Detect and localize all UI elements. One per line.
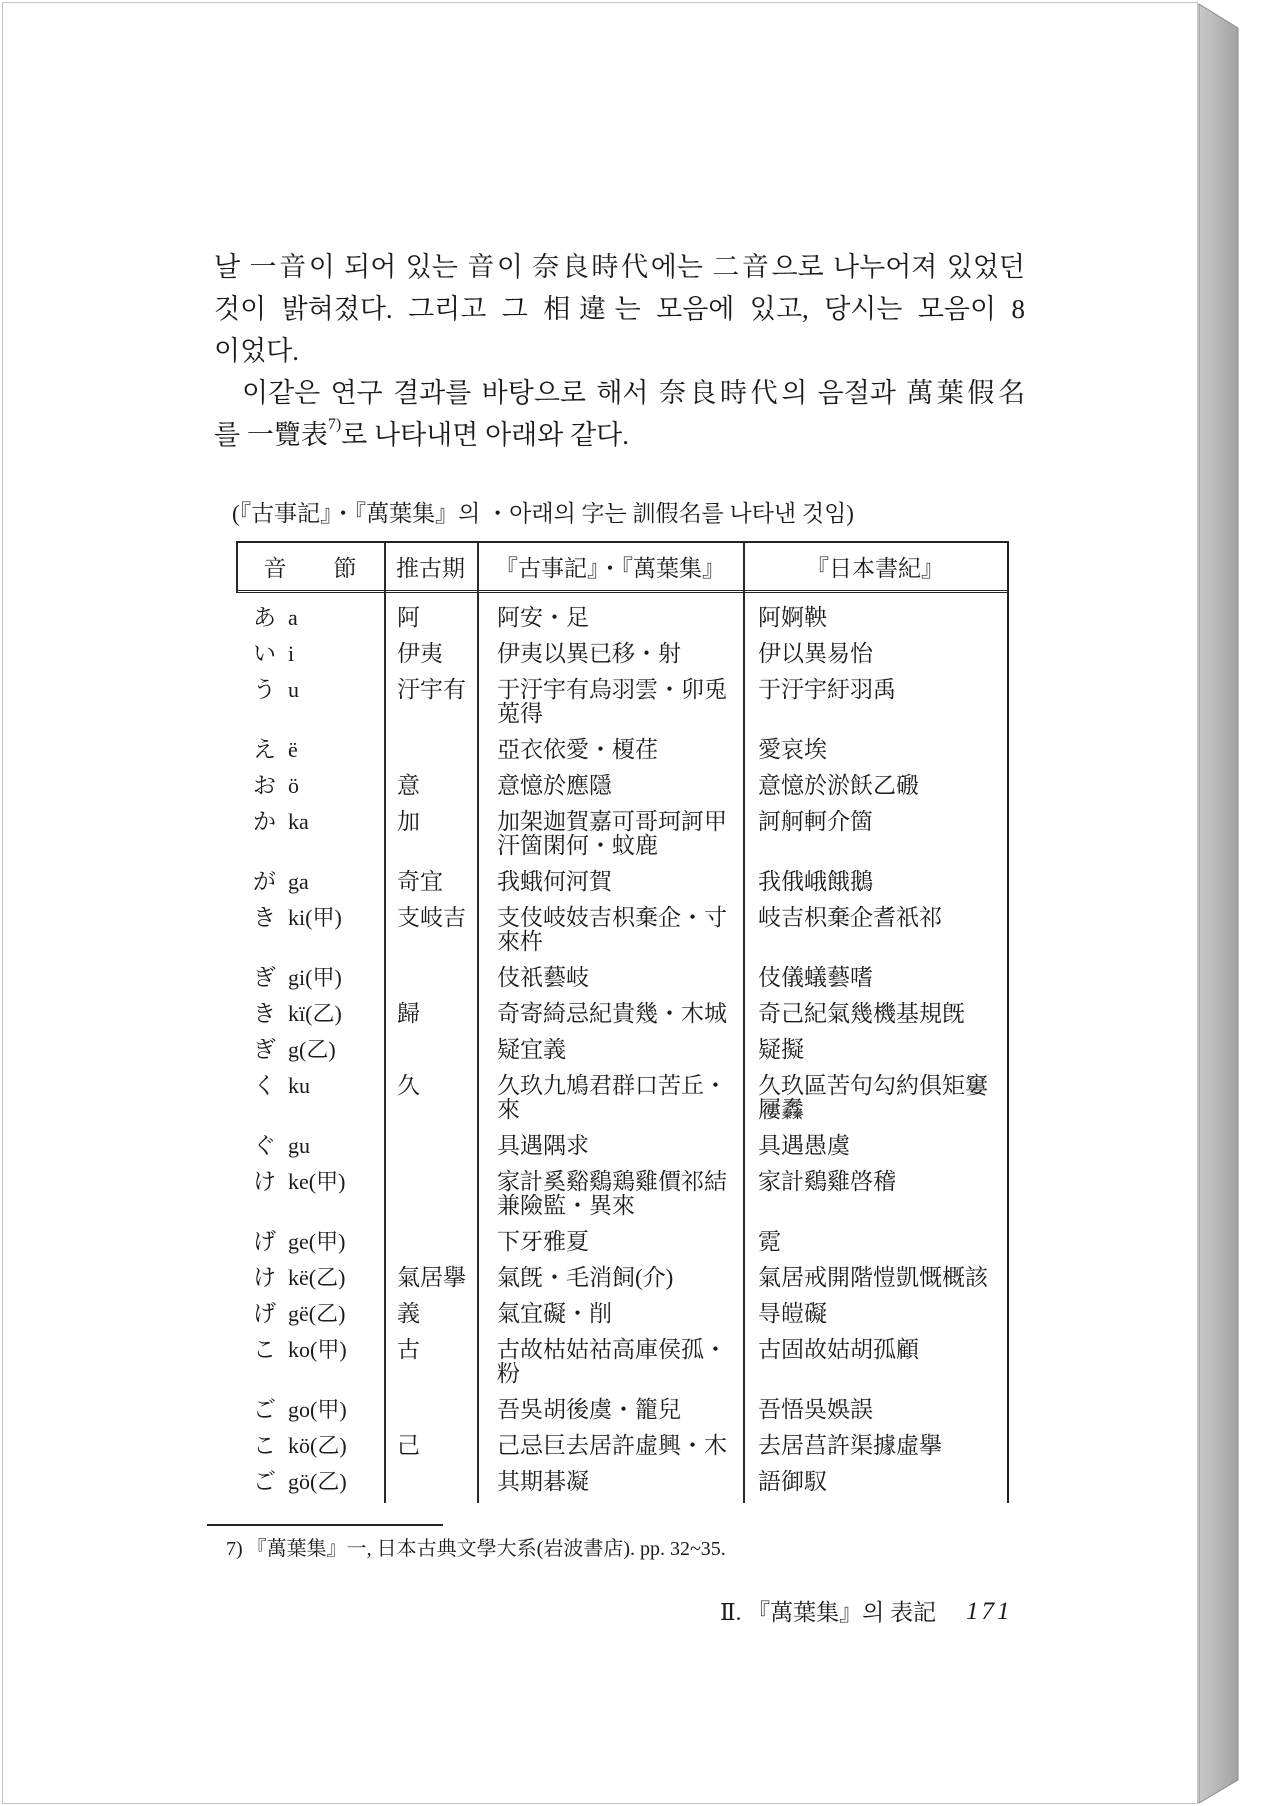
romanization: ge(甲): [288, 1229, 346, 1254]
kana-characters: 屨䆐: [758, 1097, 804, 1122]
kana-characters: 我俄峨餓鵝: [758, 869, 873, 894]
nihon-shoki-cell: [743, 996, 1007, 1032]
footnote-number: 7): [226, 1538, 243, 1560]
romanization: i: [288, 641, 295, 666]
kana-characters: 語御馭: [758, 1469, 827, 1494]
suiko-cell: 氣居擧: [397, 1265, 466, 1290]
kojiki-manyoshu-cell: [477, 672, 743, 732]
table-row: [236, 1296, 1007, 1332]
running-footer-section: Ⅱ. 『萬葉集』의 表記: [720, 1600, 937, 1625]
suiko-cell: [384, 732, 477, 768]
table-row: [236, 1428, 1007, 1464]
body-paragraph: [214, 246, 1025, 456]
nihon-shoki-cell: [743, 1224, 1007, 1260]
kana-characters: 意憶於淤飫乙磤: [758, 773, 919, 798]
kana-syllable: き: [253, 905, 276, 930]
kana-characters: 霓: [758, 1229, 781, 1254]
suiko-cell: [384, 1164, 477, 1224]
kana-characters: 下牙雅夏: [497, 1229, 589, 1254]
kana-characters: 吾吳胡後虞・籠兒: [497, 1397, 681, 1422]
paragraph-line: 날 一音이 되어 있는 音이 奈良時代에는 二音으로 나누어져 있었던: [214, 252, 1025, 282]
syllable-cell: [236, 960, 384, 996]
syllable-cell: [236, 900, 384, 960]
kana-characters: 于汙宇有烏羽雲・卯兎: [497, 677, 727, 702]
table-caption: (『古事記』・『萬葉集』의 ・아래의 字는 訓假名를 나타낸 것임): [232, 501, 854, 526]
kana-syllable: あ: [253, 605, 276, 630]
table-row: [236, 768, 1007, 804]
suiko-cell: 久: [397, 1073, 420, 1098]
kana-characters: 于汙宇紆羽禹: [758, 677, 896, 702]
table-row: [236, 600, 1007, 636]
kana-characters: 來: [497, 1097, 520, 1122]
suiko-cell: [384, 1032, 477, 1068]
nihon-shoki-cell: [743, 1428, 1007, 1464]
kojiki-manyoshu-cell: [477, 1332, 743, 1392]
kojiki-manyoshu-cell: [477, 636, 743, 672]
suiko-cell: 汙宇有: [397, 677, 466, 702]
nihon-shoki-cell: [743, 636, 1007, 672]
syllable-cell: [236, 672, 384, 732]
kana-characters: 家計鷄雞啓稽: [758, 1169, 896, 1194]
kana-syllable: い: [253, 641, 276, 666]
table-row: [236, 1164, 1007, 1224]
kana-characters: 奇己紀氣幾機基規旣: [758, 1001, 965, 1026]
kana-characters: 吾悟吳娛誤: [758, 1397, 873, 1422]
suiko-cell: [384, 1128, 477, 1164]
kana-syllable: ぐ: [253, 1133, 276, 1158]
syllable-cell: [236, 732, 384, 768]
table-body: [236, 600, 1007, 1500]
nihon-shoki-cell: [743, 900, 1007, 960]
suiko-cell: 阿: [397, 605, 420, 630]
column-header-suiko: 推古期: [396, 556, 465, 581]
kana-characters: 久玖區苦句勾約俱矩窶: [758, 1073, 988, 1098]
kojiki-manyoshu-cell: [477, 768, 743, 804]
paragraph-line: 것이 밝혀졌다. 그리고 그 相違는 모음에 있고, 당시는 모음이 8: [214, 294, 1025, 324]
syllable-cell: [236, 600, 384, 636]
kana-characters: 氣宜礙・削: [497, 1301, 612, 1326]
table-row: [236, 1332, 1007, 1392]
romanization: ki(甲): [288, 905, 342, 930]
nihon-shoki-cell: [743, 864, 1007, 900]
kojiki-manyoshu-cell: [477, 1428, 743, 1464]
column-header-syllable: 音 節: [263, 556, 369, 581]
suiko-cell: 支岐吉: [397, 905, 466, 930]
syllable-cell: [236, 768, 384, 804]
kana-characters: 伊以異易怡: [758, 641, 873, 666]
romanization: a: [288, 605, 298, 630]
kojiki-manyoshu-cell: [477, 960, 743, 996]
suiko-cell: 古: [397, 1337, 420, 1362]
syllable-cell: [236, 1068, 384, 1128]
table-header-row: [236, 543, 1007, 593]
syllable-cell: [236, 1332, 384, 1392]
kana-characters: 支伎岐妓吉枳棄企・寸: [497, 905, 727, 930]
kana-characters: 㝵皚礙: [758, 1301, 827, 1326]
syllable-cell: [236, 636, 384, 672]
table-row: [236, 804, 1007, 864]
kana-characters: 訶舸軻介箇: [758, 809, 873, 834]
kojiki-manyoshu-cell: [477, 1464, 743, 1500]
syllable-cell: [236, 804, 384, 864]
paragraph-line: [214, 414, 1025, 456]
nihon-shoki-cell: [743, 1392, 1007, 1428]
romanization: go(甲): [288, 1397, 347, 1422]
kana-syllable: け: [253, 1265, 276, 1290]
nihon-shoki-cell: [743, 600, 1007, 636]
kana-characters: 氣旣・毛消飼(介): [497, 1265, 674, 1290]
kana-characters: 氣居戒開階愷凱慨概該: [758, 1265, 988, 1290]
nihon-shoki-cell: [743, 1128, 1007, 1164]
kojiki-manyoshu-cell: [477, 732, 743, 768]
table-row: [236, 636, 1007, 672]
kana-characters: 亞衣依愛・榎荏: [497, 737, 658, 762]
nihon-shoki-cell: [743, 1260, 1007, 1296]
kojiki-manyoshu-cell: [477, 900, 743, 960]
table-row: [236, 732, 1007, 768]
column-divider: [743, 543, 745, 1503]
kana-syllable: げ: [253, 1301, 276, 1326]
kana-characters: 汗箇閑何・蚊鹿: [497, 833, 658, 858]
syllable-cell: [236, 1464, 384, 1500]
kana-characters: 加架迦賀嘉可哥珂訶甲: [497, 809, 727, 834]
romanization: ke(甲): [288, 1169, 346, 1194]
nihon-shoki-cell: [743, 804, 1007, 864]
romanization: g(乙): [288, 1037, 336, 1062]
kana-characters: 岐吉枳棄企耆祇祁: [758, 905, 942, 930]
kana-characters: 愛哀埃: [758, 737, 827, 762]
kana-characters: 莵得: [497, 701, 543, 726]
nihon-shoki-cell: [743, 1332, 1007, 1392]
nihon-shoki-cell: [743, 1068, 1007, 1128]
page-edge-shape: [1199, 4, 1238, 1803]
table-row: [236, 864, 1007, 900]
kana-characters: 來杵: [497, 929, 543, 954]
nihon-shoki-cell: [743, 672, 1007, 732]
suiko-cell: [384, 1464, 477, 1500]
kana-syllable: け: [253, 1169, 276, 1194]
syllable-kana-table: [236, 541, 1009, 1503]
nihon-shoki-cell: [743, 1164, 1007, 1224]
nihon-shoki-cell: [743, 1296, 1007, 1332]
kana-syllable: ご: [253, 1397, 276, 1422]
nihon-shoki-cell: [743, 960, 1007, 996]
kojiki-manyoshu-cell: [477, 996, 743, 1032]
kana-characters: 粉: [497, 1361, 520, 1386]
suiko-cell: [384, 1392, 477, 1428]
nihon-shoki-cell: [743, 1032, 1007, 1068]
nihon-shoki-cell: [743, 768, 1007, 804]
kana-syllable: ぎ: [253, 965, 276, 990]
syllable-cell: [236, 1224, 384, 1260]
syllable-cell: [236, 1260, 384, 1296]
footnote-rule: [207, 1524, 443, 1526]
kojiki-manyoshu-cell: [477, 1224, 743, 1260]
kana-characters: 阿婀鞅: [758, 605, 827, 630]
nihon-shoki-cell: [743, 732, 1007, 768]
syllable-cell: [236, 1392, 384, 1428]
syllable-cell: [236, 1428, 384, 1464]
table-header-left-border: [236, 543, 238, 593]
romanization: gë(乙): [288, 1301, 346, 1326]
syllable-cell: [236, 1032, 384, 1068]
kojiki-manyoshu-cell: [477, 1032, 743, 1068]
table-row: [236, 1392, 1007, 1428]
romanization: gi(甲): [288, 965, 342, 990]
kojiki-manyoshu-cell: [477, 600, 743, 636]
kana-characters: 己忌巨去居許虛興・木: [497, 1433, 727, 1458]
kana-syllable: ぎ: [253, 1037, 276, 1062]
kana-characters: 意憶於應隱: [497, 773, 612, 798]
table-row: [236, 996, 1007, 1032]
kana-syllable: が: [253, 869, 276, 894]
table-row: [236, 1224, 1007, 1260]
kojiki-manyoshu-cell: [477, 1164, 743, 1224]
romanization: kë(乙): [288, 1265, 346, 1290]
table-row: [236, 1260, 1007, 1296]
kana-characters: 具遇隅求: [497, 1133, 589, 1158]
suiko-cell: 意: [397, 773, 420, 798]
kana-characters: 兼險監・異來: [497, 1193, 635, 1218]
column-header-kojiki-manyoshu: 『古事記』・『萬葉集』: [495, 556, 725, 581]
kana-characters: 古固故姑胡孤顧: [758, 1337, 919, 1362]
paragraph-text: 로 나타내면 아래와 같다.: [341, 420, 629, 450]
syllable-cell: [236, 864, 384, 900]
romanization: ë: [288, 737, 298, 762]
table-row: [236, 672, 1007, 732]
kana-characters: 伎儀蟻藝嗜: [758, 965, 873, 990]
kana-characters: 家計奚谿鷄鶏雞價祁結: [497, 1169, 727, 1194]
kana-characters: 奇寄綺忌紀貴幾・木城: [497, 1001, 727, 1026]
romanization: u: [288, 677, 299, 702]
column-header-nihon-shoki: 『日本書紀』: [806, 556, 944, 581]
kana-syllable: え: [253, 737, 276, 762]
kana-syllable: か: [253, 809, 276, 834]
table-row: [236, 960, 1007, 996]
kana-syllable: く: [253, 1073, 276, 1098]
kana-characters: 其期碁凝: [497, 1469, 589, 1494]
kana-syllable: こ: [253, 1337, 276, 1362]
table-row: [236, 1128, 1007, 1164]
romanization: ga: [288, 869, 309, 894]
table-row: [236, 1068, 1007, 1128]
kana-characters: 疑擬: [758, 1037, 804, 1062]
kana-characters: 去居莒許渠據虛擧: [758, 1433, 942, 1458]
kojiki-manyoshu-cell: [477, 1260, 743, 1296]
table-row: [236, 900, 1007, 960]
syllable-cell: [236, 996, 384, 1032]
suiko-cell: 奇宜: [397, 869, 443, 894]
footnote-text: 『萬葉集』一, 日本古典文學大系(岩波書店). pp. 32~35.: [246, 1538, 726, 1560]
kana-syllable: こ: [253, 1433, 276, 1458]
romanization: gö(乙): [288, 1469, 347, 1494]
paragraph-line: 이었다.: [214, 336, 299, 366]
suiko-cell: 伊夷: [397, 641, 443, 666]
syllable-cell: [236, 1296, 384, 1332]
kana-syllable: げ: [253, 1229, 276, 1254]
footnote: [226, 1537, 726, 1561]
paragraph-text: 를 一覽表: [214, 420, 328, 450]
kojiki-manyoshu-cell: [477, 1068, 743, 1128]
column-divider: [477, 543, 479, 1503]
nihon-shoki-cell: [743, 1464, 1007, 1500]
kana-syllable: う: [253, 677, 276, 702]
kana-syllable: お: [253, 773, 276, 798]
suiko-cell: [384, 1224, 477, 1260]
romanization: ö: [288, 773, 299, 798]
suiko-cell: 歸: [397, 1001, 420, 1026]
paragraph-line: 이같은 연구 결과를 바탕으로 해서 奈良時代의 음절과 萬葉假名: [242, 378, 1025, 408]
kana-characters: 疑宜義: [497, 1037, 566, 1062]
romanization: kö(乙): [288, 1433, 347, 1458]
kana-characters: 久玖九鳩君群口苦丘・: [497, 1073, 727, 1098]
kana-syllable: き: [253, 1001, 276, 1026]
suiko-cell: 義: [397, 1301, 420, 1326]
kojiki-manyoshu-cell: [477, 864, 743, 900]
kana-characters: 具遇愚虞: [758, 1133, 850, 1158]
suiko-cell: 己: [397, 1433, 420, 1458]
kojiki-manyoshu-cell: [477, 1128, 743, 1164]
kojiki-manyoshu-cell: [477, 804, 743, 864]
romanization: ku: [288, 1073, 310, 1098]
kana-characters: 阿安・足: [497, 605, 589, 630]
column-divider: [384, 543, 386, 1503]
kana-characters: 伎祇藝岐: [497, 965, 589, 990]
romanization: kï(乙): [288, 1001, 342, 1026]
syllable-cell: [236, 1128, 384, 1164]
suiko-cell: 加: [397, 809, 420, 834]
footnote-reference: 7): [327, 416, 342, 433]
page-number: 171: [966, 1598, 1013, 1625]
romanization: ka: [288, 809, 309, 834]
romanization: ko(甲): [288, 1337, 347, 1362]
romanization: gu: [288, 1133, 310, 1158]
kojiki-manyoshu-cell: [477, 1296, 743, 1332]
kana-syllable: ご: [253, 1469, 276, 1494]
kana-characters: 伊夷以異已移・射: [497, 641, 681, 666]
syllable-cell: [236, 1164, 384, 1224]
table-row: [236, 1464, 1007, 1500]
kana-characters: 我蛾何河賀: [497, 869, 612, 894]
kana-characters: 古故枯姑祜高庫侯孤・: [497, 1337, 727, 1362]
kojiki-manyoshu-cell: [477, 1392, 743, 1428]
suiko-cell: [384, 960, 477, 996]
page-edge-shadow: [1198, 0, 1240, 1806]
table-row: [236, 1032, 1007, 1068]
